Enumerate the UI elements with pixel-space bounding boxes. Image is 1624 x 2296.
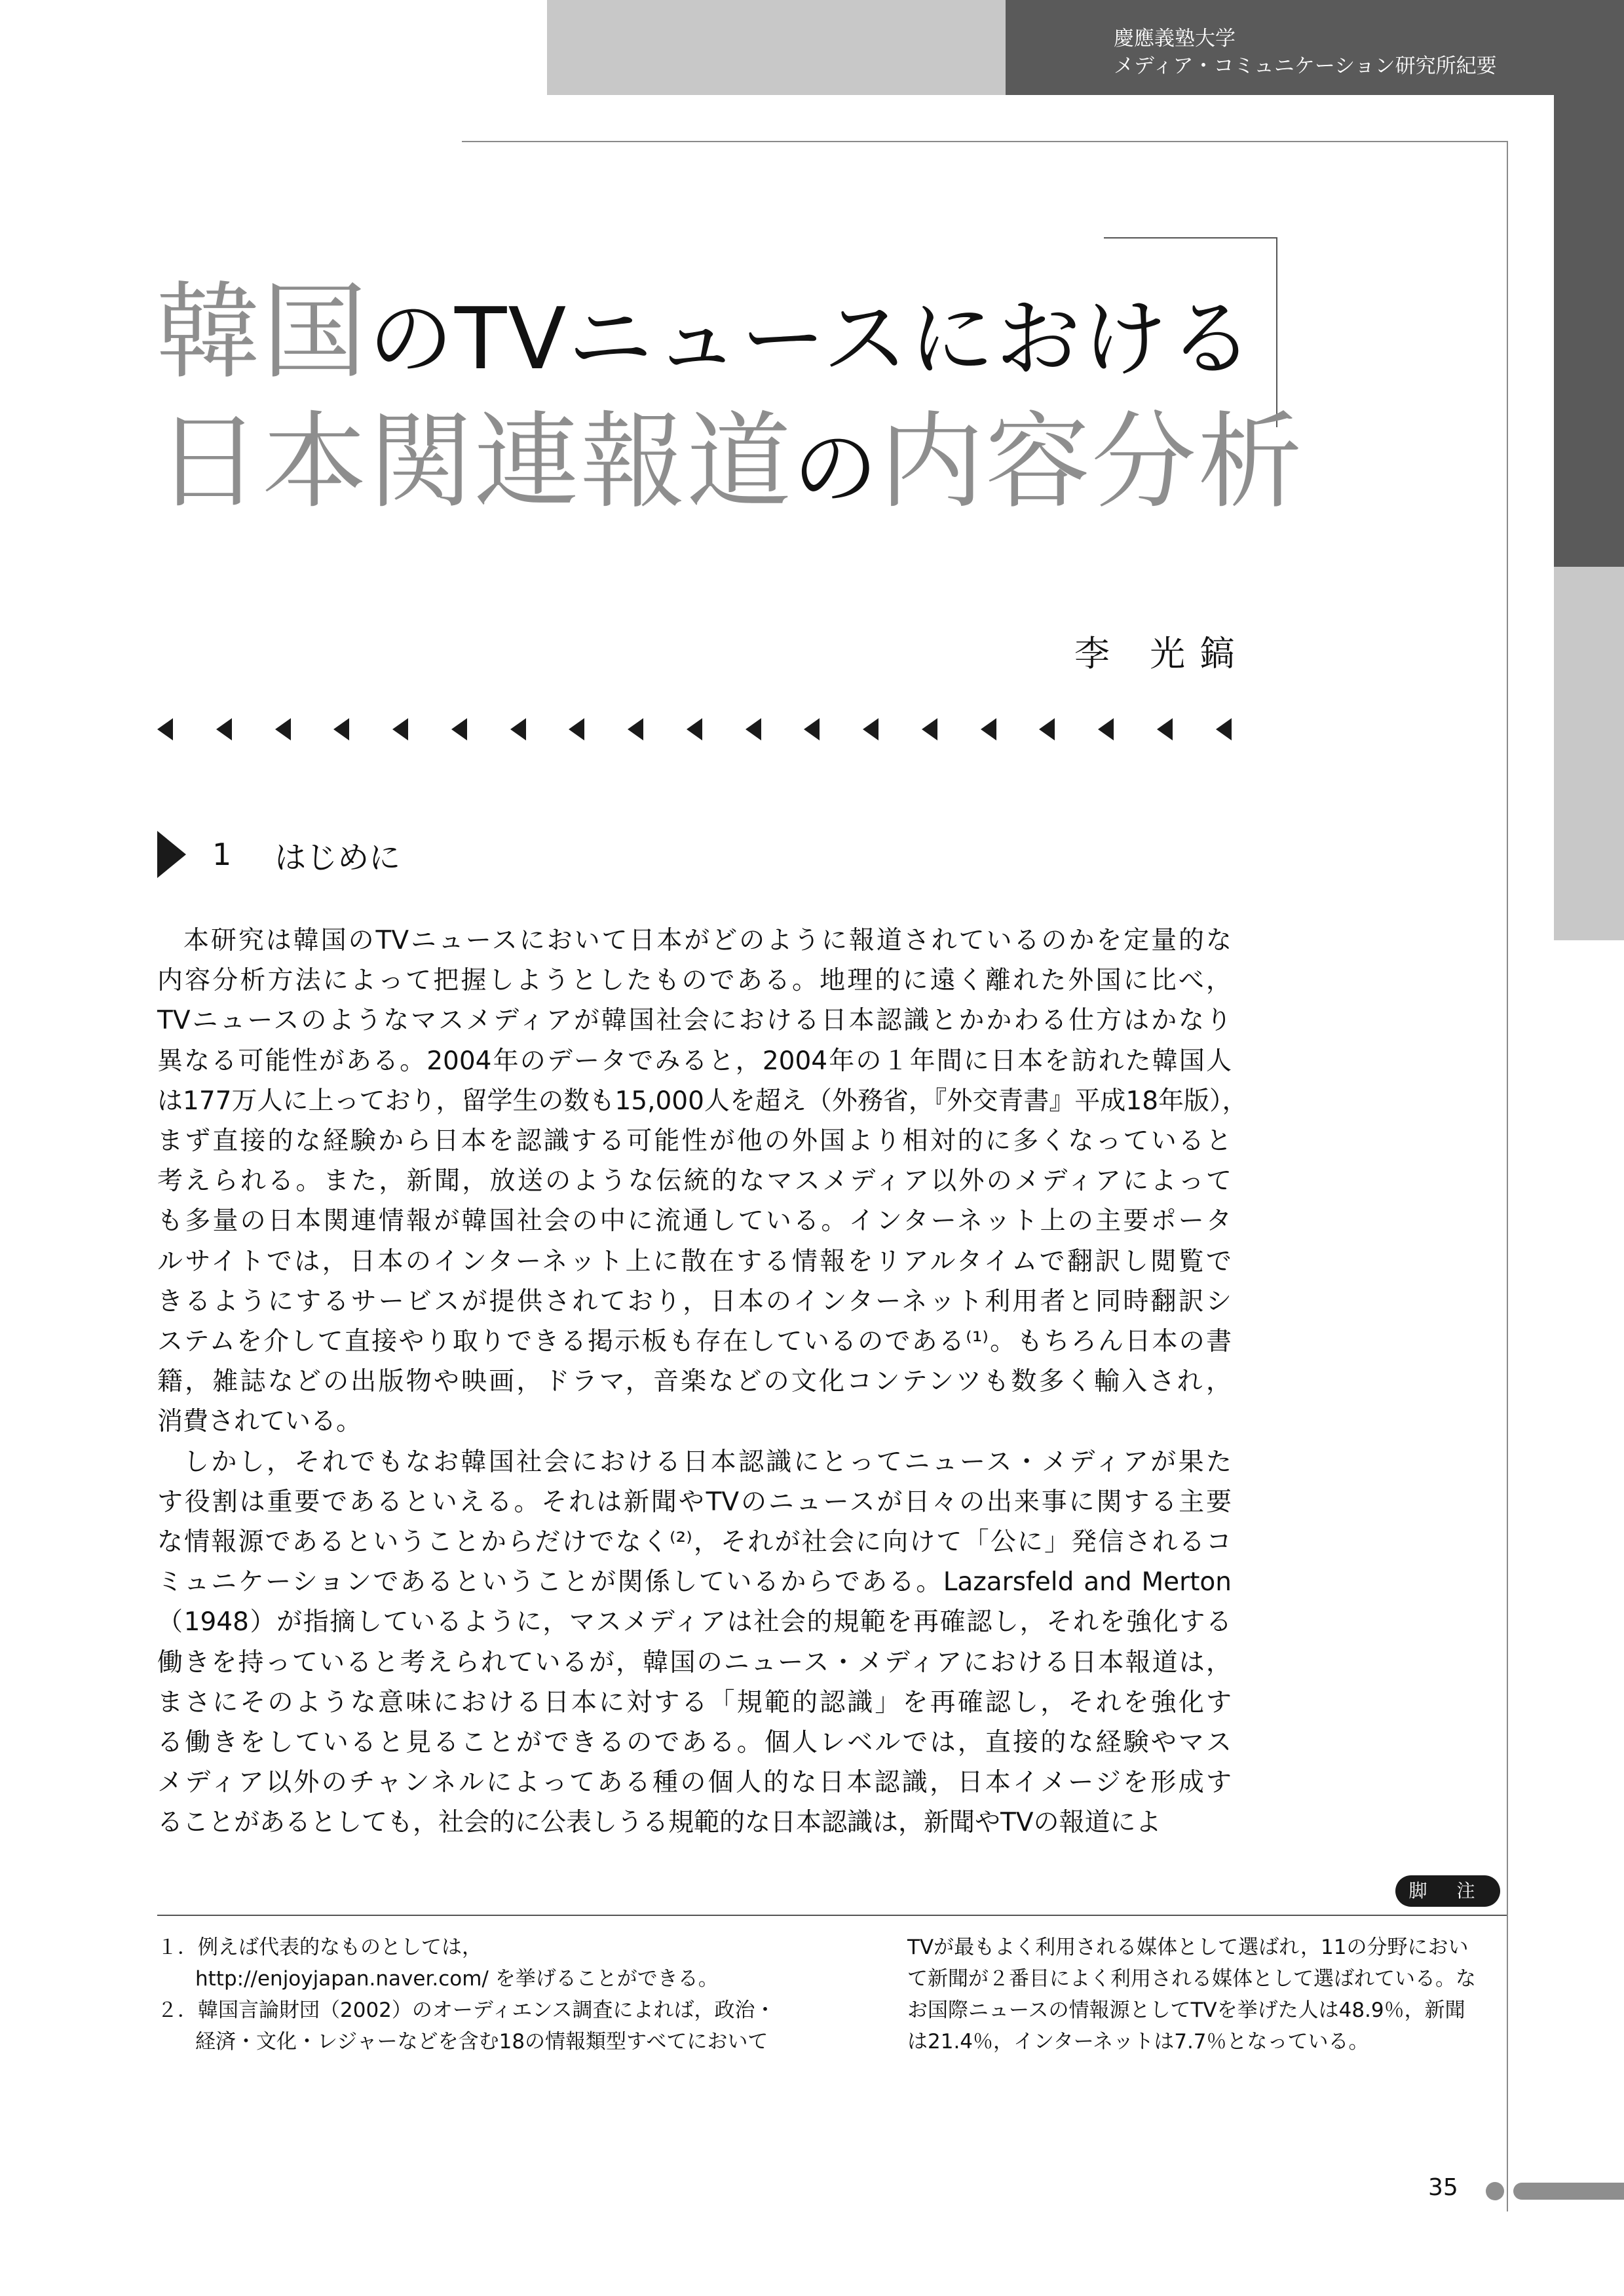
footnote-rule [157,1915,1507,1916]
triangle-icon [746,718,761,740]
footnotes-left-column [157,1932,775,2057]
title-part: 韓国 [156,271,369,393]
title-part: 日本関連報道 [156,400,793,523]
body-line: 考えられる。また，新聞，放送のような伝統的なマスメディア以外のメディアによって [157,1166,1232,1196]
triangle-icon [333,718,349,740]
section-number: 1 [212,837,232,872]
triangle-icon [569,718,584,740]
header-band-light [547,0,1006,95]
journal-name-line-1: 慶應義塾大学 [1114,27,1236,50]
body-line: しかし，それでもなお韓国社会における日本認識にとってニュース・メディアが果た [183,1447,1232,1477]
section-marker-icon [157,831,186,878]
body-line: る働きをしていると見ることができるのである。個人レベルでは，直接的な経験やマス [157,1728,1232,1757]
triangle-icon [804,718,820,740]
footnote-url[interactable]: http://enjoyjapan.naver.com/ を挙げることができる。 [195,1967,719,1991]
title-part: のTVニュースにおける [368,289,1255,389]
triangle-icon [510,718,526,740]
triangle-divider [157,714,1232,744]
body-line: 異なる可能性がある。2004年のデータでみると，2004年の１年間に日本を訪れた韓国人 [157,1046,1232,1076]
triangle-icon [981,718,996,740]
footnote-line: て新聞が２番目によく利用される媒体として選ばれている。な [907,1967,1476,1991]
body-line: 内容分析方法によって把握しようとしたものである。地理的に遠く離れた外国に比べ， [157,966,1232,996]
side-tab-dark [1554,95,1624,567]
body-line: （1948）が指摘しているように，マスメディアは社会的規範を再確認し，それを強化する [157,1607,1232,1637]
body-line: 本研究は韓国のTVニュースにおいて日本がどのように報道されているのかを定量的な [183,926,1232,955]
body-line: 籍，雑誌などの出版物や映画，ドラマ，音楽などの文化コンテンツも数多く輸入され， [157,1367,1232,1397]
title-line-2 [156,400,1304,531]
title-line-1 [156,270,1255,401]
triangle-icon [687,718,702,740]
body-line: メディア以外のチャンネルによってある種の個人的な日本認識，日本イメージを形成す [157,1768,1232,1798]
title-bracket-right [1276,237,1277,427]
journal-name-line-2: メディア・コミュニケーション研究所紀要 [1114,54,1497,78]
triangle-icon [275,718,291,740]
triangle-icon [1216,718,1232,740]
title-part: 内容分析 [879,400,1304,523]
body-line: ステムを介して直接やり取りできる掲示板も存在しているのである⁽¹⁾。もちろん日本の書 [157,1327,1232,1356]
triangle-icon [863,718,878,740]
triangle-icon [216,718,232,740]
footnote-line: お国際ニュースの情報源としてTVを挙げた人は48.9％，新聞 [907,1999,1465,2022]
journal-name [1114,25,1497,80]
frame-top-rule [462,141,1508,142]
triangle-icon [1098,718,1114,740]
side-tab-light [1554,567,1624,940]
triangle-icon [157,718,173,740]
footnote-badge: 脚 注 [1395,1875,1500,1907]
section-heading [157,831,400,878]
body-line: な情報源であるということからだけでなく⁽²⁾，それが社会に向けて「公に」発信されるコ [157,1527,1232,1557]
body-line: まず直接的な経験から日本を認識する可能性が他の外国より相対的に多くなっていると [157,1126,1232,1156]
page-number: 35 [1428,2174,1458,2201]
page-bar-decor [1513,2183,1624,2200]
title-part: の [793,419,880,518]
footnote-line: TVが最もよく利用される媒体として選ばれ，11の分野におい [907,1936,1469,1959]
body-line: は177万人に上っており，留学生の数も15,000人を超え（外務省，『外交青書』平成18年版）， [157,1086,1248,1116]
footnotes-right-column [907,1932,1476,2057]
footnote-line: 経済・文化・レジャーなどを含む18の情報類型すべてにおいて [195,2030,768,2054]
author-name: 李 光鎬 [1074,633,1250,674]
footnote-line: は21.4％，インターネットは7.7％となっている。 [907,2030,1369,2054]
body-line: 消費されている。 [157,1407,362,1437]
page-dot-decor [1486,2182,1504,2200]
footnote-line: ２．韓国言論財団（2002）のオーディエンス調査によれば，政治・ [157,1999,776,2022]
body-line: ミュニケーションであるということが関係しているからである。Lazarsfeld and Merton [157,1567,1232,1598]
body-line: ることがあるとしても，社会的に公表しうる規範的な日本認識は，新聞やTVの報道によ [157,1808,1161,1838]
body-line: す役割は重要であるといえる。それは新聞やTVのニュースが日々の出来事に関する主要 [157,1487,1232,1517]
triangle-icon [628,718,643,740]
triangle-icon [392,718,408,740]
title-bracket-top [1104,237,1277,239]
body-line: TVニュースのようなマスメディアが韓国社会における日本認識とかかわる仕方はかなり [157,1006,1232,1036]
frame-right-rule [1507,141,1508,2211]
body-line: まさにそのような意味における日本に対する「規範的認識」を再確認し，それを強化す [157,1687,1232,1717]
body-line: きるようにするサービスが提供されており，日本のインターネット利用者と同時翻訳シ [157,1286,1232,1316]
body-line: 働きを持っていると考えられているが，韓国のニュース・メディアにおける日本報道は， [157,1647,1232,1677]
triangle-icon [451,718,467,740]
triangle-icon [922,718,937,740]
triangle-icon [1039,718,1055,740]
triangle-icon [1157,718,1173,740]
body-line: ルサイトでは，日本のインターネット上に散在する情報をリアルタイムで翻訳し閲覧で [157,1246,1232,1276]
section-title: はじめに [274,839,401,876]
footnote-line: １．例えば代表的なものとしては， [157,1936,482,1959]
body-line: も多量の日本関連情報が韓国社会の中に流通している。インターネット上の主要ポータ [157,1206,1232,1236]
